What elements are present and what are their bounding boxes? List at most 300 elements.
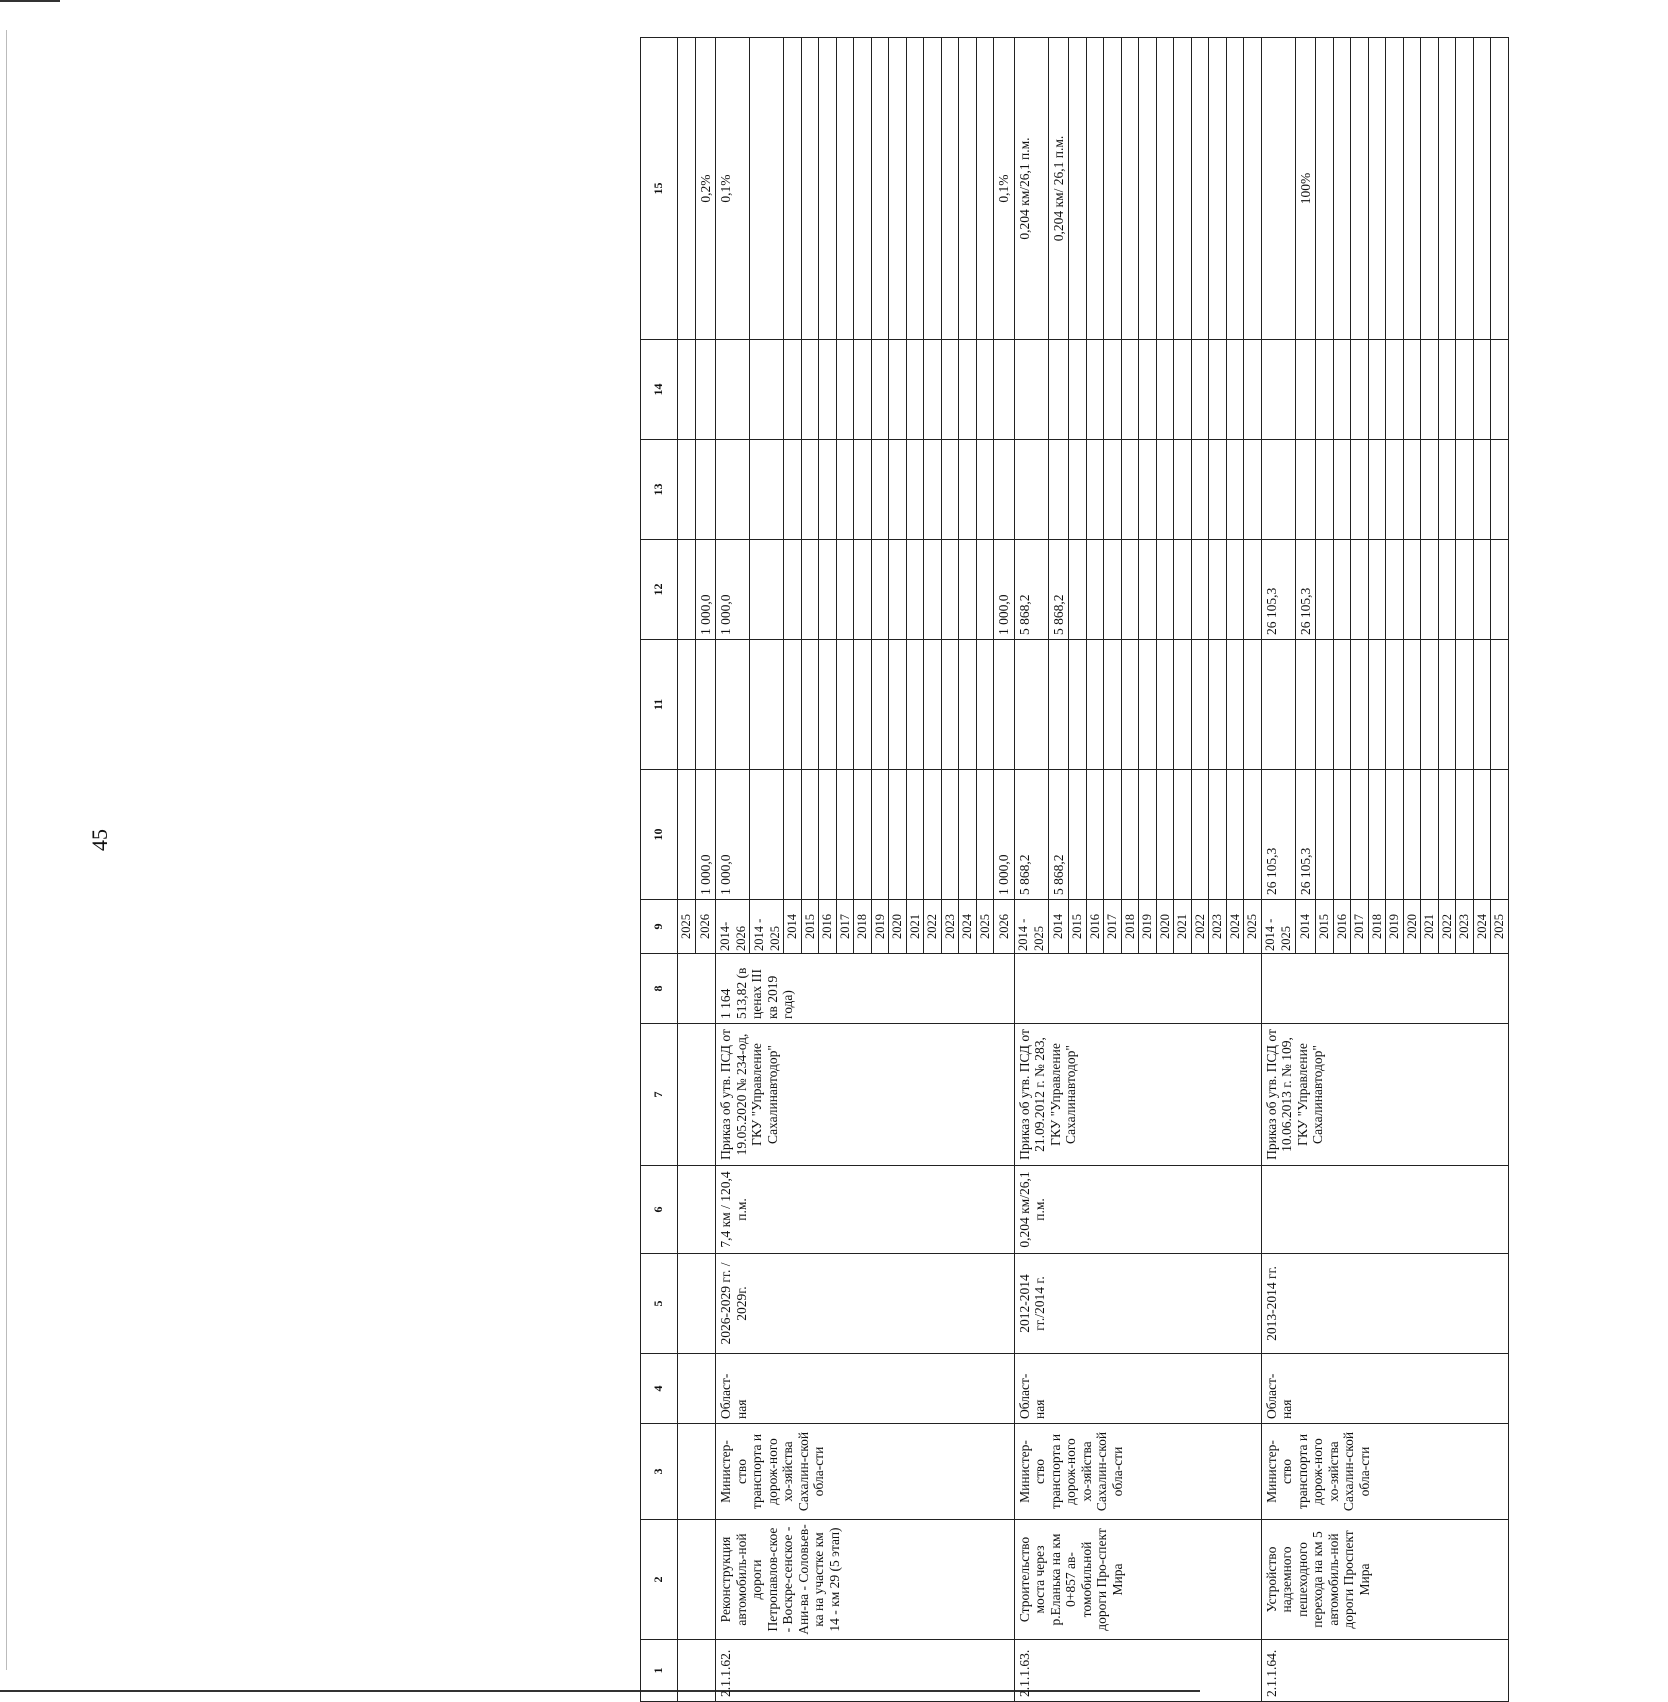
object-cost — [1261, 954, 1508, 1024]
amount-col-13 — [871, 440, 889, 540]
amount-col-12 — [1473, 540, 1491, 640]
amount-col-14 — [1156, 340, 1174, 440]
amount-col-12 — [1139, 540, 1157, 640]
amount-col-14 — [1048, 340, 1069, 440]
year-cell: 2026 — [695, 900, 716, 954]
amount-col-12 — [1333, 540, 1351, 640]
readiness-col-15 — [1386, 38, 1404, 340]
amount-col-10: 26 105,3 — [1261, 770, 1295, 900]
amount-col-11 — [716, 640, 750, 770]
year-cell: 2024 — [959, 900, 977, 954]
readiness-col-15 — [784, 38, 802, 340]
amount-col-13 — [889, 440, 907, 540]
amount-col-14 — [1456, 340, 1474, 440]
year-cell: 2015 — [1069, 900, 1087, 954]
amount-col-12 — [784, 540, 802, 640]
amount-col-12 — [1244, 540, 1262, 640]
readiness-col-15 — [854, 38, 872, 340]
year-cell: 2022 — [1191, 900, 1209, 954]
object-id: 2.1.1.64. — [1261, 1640, 1508, 1702]
readiness-col-15 — [678, 38, 696, 340]
amount-col-11 — [1069, 640, 1087, 770]
amount-col-14 — [889, 340, 907, 440]
column-header-7: 7 — [641, 1024, 678, 1166]
amount-col-14 — [784, 340, 802, 440]
column-header-12: 12 — [641, 540, 678, 640]
amount-col-11 — [1421, 640, 1439, 770]
amount-col-12 — [959, 540, 977, 640]
readiness-col-15: 0,1% — [716, 38, 750, 340]
amount-col-13 — [1226, 440, 1244, 540]
year-cell: 2017 — [836, 900, 854, 954]
amount-col-12 — [1104, 540, 1122, 640]
amount-col-10 — [1386, 770, 1404, 900]
amount-col-11 — [1295, 640, 1316, 770]
year-cell: 2025 — [678, 900, 696, 954]
year-cell: 2020 — [889, 900, 907, 954]
amount-col-14 — [1174, 340, 1192, 440]
readiness-col-15: 0,1% — [994, 38, 1015, 340]
amount-col-11 — [1086, 640, 1104, 770]
amount-col-11 — [1491, 640, 1509, 770]
amount-col-10 — [1491, 770, 1509, 900]
cont-cell-col-4 — [678, 1354, 716, 1424]
amount-col-14 — [1403, 340, 1421, 440]
amount-col-12 — [819, 540, 837, 640]
year-cell: 2021 — [906, 900, 924, 954]
amount-col-10 — [1473, 770, 1491, 900]
readiness-col-15 — [889, 38, 907, 340]
amount-col-13 — [1086, 440, 1104, 540]
amount-col-11 — [1473, 640, 1491, 770]
year-cell: 2014 - 2025 — [1014, 900, 1048, 954]
amount-col-11 — [1156, 640, 1174, 770]
year-cell: 2016 — [1333, 900, 1351, 954]
amount-col-14 — [924, 340, 942, 440]
amount-col-10 — [1333, 770, 1351, 900]
column-number-row — [641, 38, 678, 1702]
amount-col-14 — [1491, 340, 1509, 440]
amount-col-11 — [994, 640, 1015, 770]
readiness-col-15 — [941, 38, 959, 340]
year-cell: 2022 — [1438, 900, 1456, 954]
amount-col-13 — [1014, 440, 1048, 540]
amount-col-13 — [1316, 440, 1334, 540]
column-header-2: 2 — [641, 1520, 678, 1640]
cont-cell-col-2 — [678, 1520, 716, 1640]
year-cell: 2021 — [1174, 900, 1192, 954]
amount-col-14 — [836, 340, 854, 440]
amount-col-14 — [1086, 340, 1104, 440]
amount-col-13 — [1351, 440, 1369, 540]
amount-col-10 — [1121, 770, 1139, 900]
object-id: 2.1.1.63. — [1014, 1640, 1261, 1702]
amount-col-14 — [976, 340, 994, 440]
amount-col-12 — [871, 540, 889, 640]
amount-col-14 — [1191, 340, 1209, 440]
amount-col-14 — [678, 340, 696, 440]
readiness-col-15: 100% — [1295, 38, 1316, 340]
cont-cell-col-3 — [678, 1424, 716, 1520]
amount-col-14 — [1104, 340, 1122, 440]
readiness-col-15 — [1174, 38, 1192, 340]
readiness-col-15 — [1261, 38, 1295, 340]
amount-col-13 — [801, 440, 819, 540]
amount-col-11 — [1351, 640, 1369, 770]
amount-col-11 — [836, 640, 854, 770]
amount-col-10 — [1069, 770, 1087, 900]
amount-col-12 — [976, 540, 994, 640]
year-cell: 2025 — [976, 900, 994, 954]
amount-col-14 — [1421, 340, 1439, 440]
year-cell: 2018 — [1121, 900, 1139, 954]
readiness-col-15 — [819, 38, 837, 340]
object-cost: 1 164 513,82 (в ценах III кв 2019 года) — [716, 954, 1015, 1024]
object-id: 2.1.1.62. — [716, 1640, 1015, 1702]
amount-col-10 — [854, 770, 872, 900]
object-capacity: 0,204 км/26,1 п.м. — [1014, 1166, 1261, 1254]
amount-col-11 — [784, 640, 802, 770]
amount-col-14 — [1209, 340, 1227, 440]
amount-col-12 — [889, 540, 907, 640]
readiness-col-15 — [1104, 38, 1122, 340]
amount-col-10 — [889, 770, 907, 900]
amount-col-13 — [1244, 440, 1262, 540]
amount-col-12 — [924, 540, 942, 640]
amount-col-13 — [1438, 440, 1456, 540]
amount-col-14 — [819, 340, 837, 440]
amount-col-12: 5 868,2 — [1014, 540, 1048, 640]
rotated-table-container — [640, 38, 1668, 1702]
amount-col-11 — [1403, 640, 1421, 770]
amount-col-14 — [1069, 340, 1087, 440]
amount-col-11 — [819, 640, 837, 770]
amount-col-11 — [801, 640, 819, 770]
table-body — [678, 38, 1509, 1702]
amount-col-12 — [1438, 540, 1456, 640]
amount-col-13 — [854, 440, 872, 540]
readiness-col-15 — [1209, 38, 1227, 340]
amount-col-14 — [1438, 340, 1456, 440]
amount-col-12 — [1456, 540, 1474, 640]
amount-col-11 — [1244, 640, 1262, 770]
amount-col-12 — [1403, 540, 1421, 640]
amount-col-10 — [959, 770, 977, 900]
readiness-col-15 — [836, 38, 854, 340]
column-header-5: 5 — [641, 1254, 678, 1354]
year-cell: 2014 — [784, 900, 802, 954]
amount-col-12 — [836, 540, 854, 640]
amount-col-10: 1 000,0 — [695, 770, 716, 900]
amount-col-12 — [1121, 540, 1139, 640]
readiness-col-15 — [1121, 38, 1139, 340]
year-cell: 2024 — [1473, 900, 1491, 954]
readiness-col-15 — [1368, 38, 1386, 340]
amount-col-11 — [906, 640, 924, 770]
amount-col-13 — [924, 440, 942, 540]
amount-col-13 — [1333, 440, 1351, 540]
object-period: 2026-2029 гг. / 2029г. — [716, 1254, 1015, 1354]
amount-col-11 — [678, 640, 696, 770]
amount-col-14 — [1295, 340, 1316, 440]
object-name: Реконструкция автомобиль-ной дороги Петропавлов-ское - Воскре-сенское - Ани-ва - Соловьев-ка на участке км 14 - км 29 (5 этап) — [716, 1520, 1015, 1640]
amount-col-12: 1 000,0 — [994, 540, 1015, 640]
amount-col-13 — [994, 440, 1015, 540]
readiness-col-15 — [871, 38, 889, 340]
amount-col-12 — [1209, 540, 1227, 640]
year-cell: 2017 — [1104, 900, 1122, 954]
amount-col-10: 1 000,0 — [994, 770, 1015, 900]
year-cell: 2022 — [924, 900, 942, 954]
amount-col-12 — [906, 540, 924, 640]
amount-col-11 — [1104, 640, 1122, 770]
amount-col-14 — [1316, 340, 1334, 440]
readiness-col-15: 0,2% — [695, 38, 716, 340]
amount-col-11 — [750, 640, 784, 770]
amount-col-13 — [1209, 440, 1227, 540]
column-header-6: 6 — [641, 1166, 678, 1254]
table-row — [716, 38, 750, 1702]
year-cell: 2014 - 2025 — [1261, 900, 1295, 954]
column-header-10: 10 — [641, 770, 678, 900]
amount-col-10 — [1139, 770, 1157, 900]
amount-col-13 — [1456, 440, 1474, 540]
column-header-15: 15 — [641, 38, 678, 340]
object-ownership: Област-ная — [1261, 1354, 1508, 1424]
object-document: Приказ об утв. ПСД от 10.06.2013 г. № 109, ГКУ "Управление Сахалинавтодор" — [1261, 1024, 1508, 1166]
amount-col-10 — [924, 770, 942, 900]
year-cell: 2026 — [994, 900, 1015, 954]
year-cell: 2023 — [1456, 900, 1474, 954]
year-cell: 2024 — [1226, 900, 1244, 954]
readiness-col-15 — [1351, 38, 1369, 340]
year-cell: 2023 — [1209, 900, 1227, 954]
column-header-13: 13 — [641, 440, 678, 540]
amount-col-10 — [836, 770, 854, 900]
readiness-col-15 — [1069, 38, 1087, 340]
amount-col-10 — [871, 770, 889, 900]
year-cell: 2025 — [1244, 900, 1262, 954]
cont-cell-col-6 — [678, 1166, 716, 1254]
amount-col-13 — [1069, 440, 1087, 540]
amount-col-11 — [1139, 640, 1157, 770]
amount-col-14 — [1368, 340, 1386, 440]
amount-col-14 — [1473, 340, 1491, 440]
readiness-col-15: 0,204 км/ 26,1 п.м. — [1048, 38, 1069, 340]
year-cell: 2025 — [1491, 900, 1509, 954]
object-name: Строительство моста через р.Еланька на км 0+857 ав-томобильной дороги Про-спект Мира — [1014, 1520, 1261, 1640]
object-period: 2012-2014 гг./2014 г. — [1014, 1254, 1261, 1354]
amount-col-12 — [1386, 540, 1404, 640]
amount-col-10: 5 868,2 — [1048, 770, 1069, 900]
amount-col-11 — [1226, 640, 1244, 770]
object-document: Приказ об утв. ПСД от 19.05.2020 № 234-од, ГКУ "Управление Сахалинавтодор" — [716, 1024, 1015, 1166]
amount-col-10 — [941, 770, 959, 900]
cont-cell-col-5 — [678, 1254, 716, 1354]
amount-col-11 — [695, 640, 716, 770]
amount-col-10 — [1244, 770, 1262, 900]
amount-col-13 — [1156, 440, 1174, 540]
amount-col-12 — [1351, 540, 1369, 640]
amount-col-10 — [1421, 770, 1439, 900]
readiness-col-15 — [1086, 38, 1104, 340]
amount-col-14 — [941, 340, 959, 440]
amount-col-10 — [1209, 770, 1227, 900]
table-row — [1014, 38, 1048, 1702]
amount-col-12 — [678, 540, 696, 640]
amount-col-10 — [1456, 770, 1474, 900]
amount-col-12 — [1421, 540, 1439, 640]
amount-col-11 — [1333, 640, 1351, 770]
amount-col-11 — [1174, 640, 1192, 770]
amount-col-13 — [941, 440, 959, 540]
program-objects-table — [640, 37, 1509, 1702]
object-period: 2013-2014 гг. — [1261, 1254, 1508, 1354]
amount-col-10 — [1174, 770, 1192, 900]
readiness-col-15 — [1316, 38, 1334, 340]
readiness-col-15 — [1191, 38, 1209, 340]
column-header-8: 8 — [641, 954, 678, 1024]
readiness-col-15 — [801, 38, 819, 340]
column-header-1: 1 — [641, 1640, 678, 1702]
amount-col-14 — [1139, 340, 1157, 440]
amount-col-12 — [750, 540, 784, 640]
page-number: 45 — [87, 829, 112, 851]
readiness-col-15 — [1244, 38, 1262, 340]
amount-col-14 — [1244, 340, 1262, 440]
amount-col-11 — [924, 640, 942, 770]
amount-col-10 — [750, 770, 784, 900]
amount-col-11 — [1121, 640, 1139, 770]
object-capacity: 7,4 км / 120,4 п.м. — [716, 1166, 1015, 1254]
readiness-col-15 — [1456, 38, 1474, 340]
readiness-col-15 — [976, 38, 994, 340]
year-cell: 2014-2026 — [716, 900, 750, 954]
amount-col-14 — [695, 340, 716, 440]
amount-col-10 — [801, 770, 819, 900]
year-cell: 2016 — [1086, 900, 1104, 954]
amount-col-12: 26 105,3 — [1261, 540, 1295, 640]
amount-col-14 — [1386, 340, 1404, 440]
readiness-col-15 — [959, 38, 977, 340]
year-cell: 2021 — [1421, 900, 1439, 954]
amount-col-14 — [1351, 340, 1369, 440]
amount-col-10 — [906, 770, 924, 900]
amount-col-14 — [801, 340, 819, 440]
amount-col-14 — [1226, 340, 1244, 440]
object-customer: Министер-ство транспорта и дорож-ного хо-зяйства Сахалин-ской обла-сти — [716, 1424, 1015, 1520]
readiness-col-15 — [1226, 38, 1244, 340]
amount-col-13 — [1261, 440, 1295, 540]
amount-col-11 — [941, 640, 959, 770]
amount-col-13 — [1048, 440, 1069, 540]
year-cell: 2019 — [1139, 900, 1157, 954]
amount-col-10 — [1156, 770, 1174, 900]
amount-col-13 — [1421, 440, 1439, 540]
amount-col-14 — [854, 340, 872, 440]
amount-col-14 — [1014, 340, 1048, 440]
amount-col-12 — [941, 540, 959, 640]
scan-edge — [6, 30, 7, 1670]
amount-col-13 — [1174, 440, 1192, 540]
amount-col-10 — [1226, 770, 1244, 900]
amount-col-13 — [1491, 440, 1509, 540]
amount-col-14 — [1261, 340, 1295, 440]
amount-col-12: 26 105,3 — [1295, 540, 1316, 640]
object-name: Устройство надземного пешеходного перехода на км 5 автомобиль-ной дороги Проспект Мира — [1261, 1520, 1508, 1640]
readiness-col-15: 0,204 км/26,1 п.м. — [1014, 38, 1048, 340]
amount-col-10 — [1351, 770, 1369, 900]
amount-col-13 — [976, 440, 994, 540]
amount-col-13 — [836, 440, 854, 540]
amount-col-14 — [994, 340, 1015, 440]
amount-col-10: 26 105,3 — [1295, 770, 1316, 900]
amount-col-12: 1 000,0 — [716, 540, 750, 640]
column-header-3: 3 — [641, 1424, 678, 1520]
amount-col-10 — [1086, 770, 1104, 900]
amount-col-12 — [854, 540, 872, 640]
amount-col-11 — [1438, 640, 1456, 770]
amount-col-12 — [801, 540, 819, 640]
amount-col-11 — [1316, 640, 1334, 770]
amount-col-13 — [1139, 440, 1157, 540]
amount-col-12 — [1174, 540, 1192, 640]
year-cell: 2017 — [1351, 900, 1369, 954]
amount-col-12 — [1191, 540, 1209, 640]
readiness-col-15 — [1438, 38, 1456, 340]
object-customer: Министер-ство транспорта и дорож-ного хо-зяйства Сахалин-ской обла-сти — [1014, 1424, 1261, 1520]
amount-col-10 — [1368, 770, 1386, 900]
object-ownership: Област-ная — [716, 1354, 1015, 1424]
amount-col-13 — [1295, 440, 1316, 540]
year-cell: 2023 — [941, 900, 959, 954]
amount-col-14 — [716, 340, 750, 440]
amount-col-14 — [959, 340, 977, 440]
amount-col-13 — [819, 440, 837, 540]
column-header-11: 11 — [641, 640, 678, 770]
year-cell: 2019 — [1386, 900, 1404, 954]
amount-col-13 — [716, 440, 750, 540]
amount-col-13 — [959, 440, 977, 540]
amount-col-14 — [1333, 340, 1351, 440]
readiness-col-15 — [1333, 38, 1351, 340]
year-cell: 2015 — [1316, 900, 1334, 954]
amount-col-11 — [854, 640, 872, 770]
amount-col-12 — [1368, 540, 1386, 640]
object-document: Приказ об утв. ПСД от 21.09.2012 г. № 283, ГКУ "Управление Сахалинавтодор" — [1014, 1024, 1261, 1166]
amount-col-12: 5 868,2 — [1048, 540, 1069, 640]
column-header-4: 4 — [641, 1354, 678, 1424]
amount-col-13 — [1191, 440, 1209, 540]
amount-col-11 — [976, 640, 994, 770]
amount-col-12 — [1491, 540, 1509, 640]
amount-col-10 — [1191, 770, 1209, 900]
amount-col-11 — [1014, 640, 1048, 770]
readiness-col-15 — [1491, 38, 1509, 340]
cont-cell-col-7 — [678, 1024, 716, 1166]
amount-col-10: 1 000,0 — [716, 770, 750, 900]
amount-col-11 — [1368, 640, 1386, 770]
amount-col-11 — [1191, 640, 1209, 770]
amount-col-11 — [889, 640, 907, 770]
readiness-col-15 — [924, 38, 942, 340]
object-capacity — [1261, 1166, 1508, 1254]
amount-col-12 — [1156, 540, 1174, 640]
amount-col-10 — [1104, 770, 1122, 900]
year-cell: 2016 — [819, 900, 837, 954]
amount-col-13 — [1368, 440, 1386, 540]
amount-col-10 — [976, 770, 994, 900]
